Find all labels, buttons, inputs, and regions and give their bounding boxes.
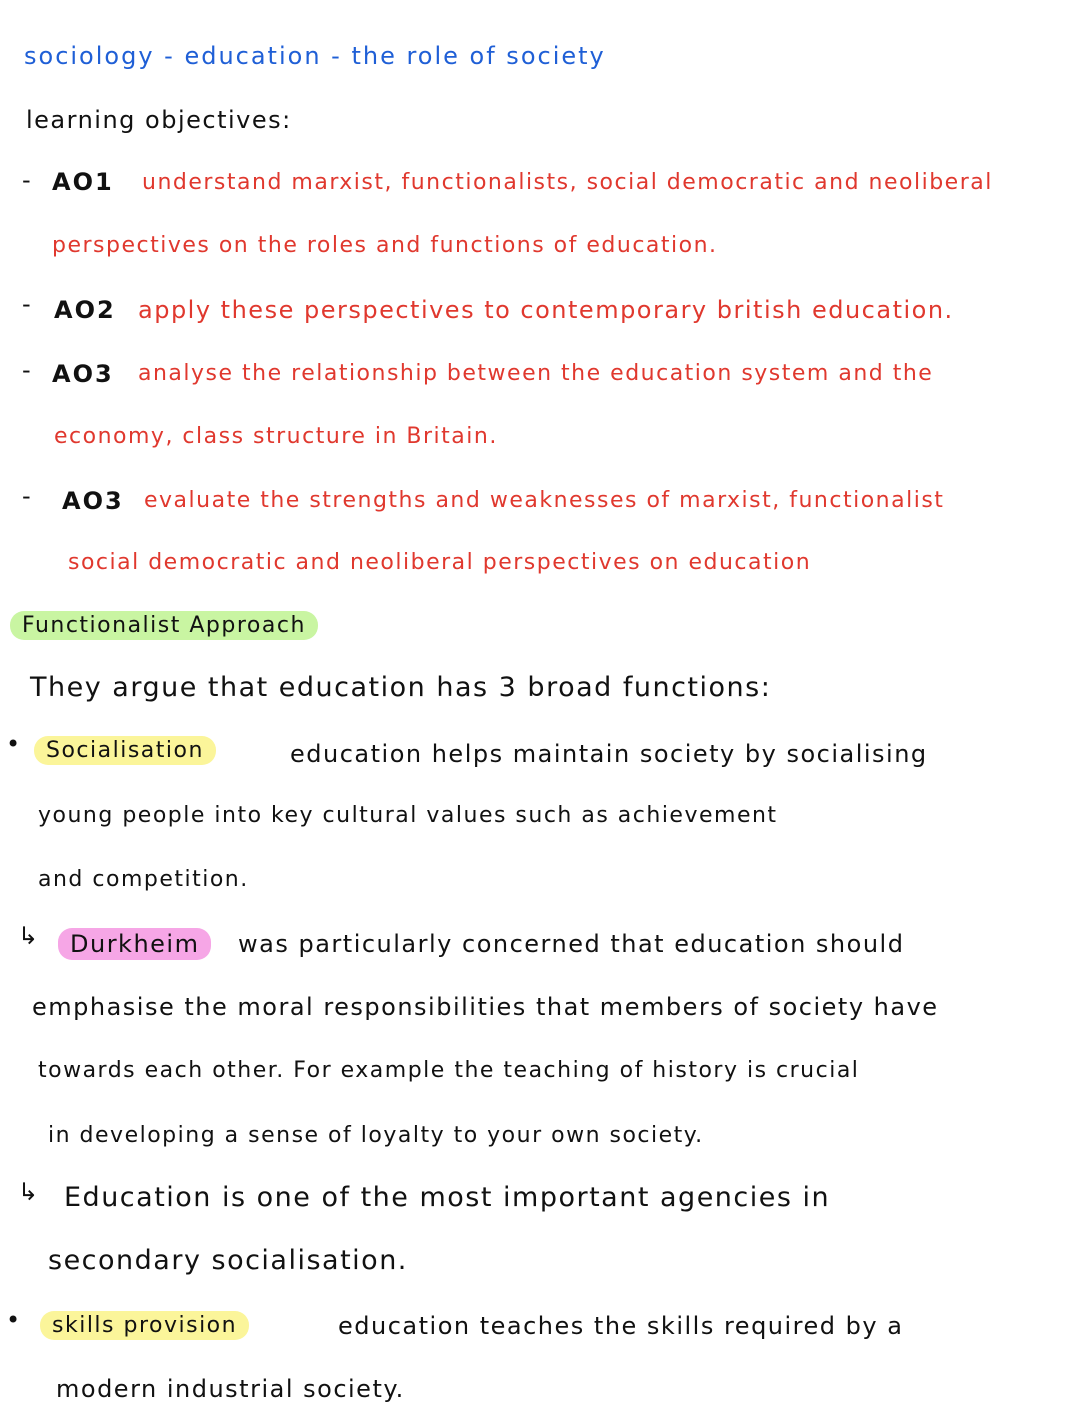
bullet-point: •	[6, 730, 21, 758]
objective-text: perspectives on the roles and functions of education.	[52, 233, 718, 258]
dash-bullet: -	[22, 166, 31, 194]
objective-code: AO2	[54, 296, 116, 324]
body-text: young people into key cultural values such as achievement	[38, 803, 778, 828]
body-text: was particularly concerned that education should	[238, 930, 905, 958]
highlight-socialisation: Socialisation	[34, 736, 216, 765]
body-text: education helps maintain society by socialising	[290, 740, 928, 768]
body-text: Education is one of the most important agencies in	[64, 1182, 831, 1213]
body-text: towards each other. For example the teaching of history is crucial	[38, 1058, 860, 1083]
bullet-point: •	[6, 1306, 21, 1334]
body-text: secondary socialisation.	[48, 1245, 408, 1276]
objective-text: understand marxist, functionalists, social democratic and neoliberal	[142, 170, 993, 195]
objective-code: AO1	[52, 168, 114, 196]
body-text: and competition.	[38, 867, 249, 892]
arrow-icon: ↳	[18, 1178, 39, 1206]
intro-text: They argue that education has 3 broad functions:	[30, 672, 772, 703]
objective-text: apply these perspectives to contemporary british education.	[138, 296, 954, 324]
body-text: education teaches the skills required by a	[338, 1312, 904, 1340]
objective-text: economy, class structure in Britain.	[54, 424, 498, 449]
highlight-durkheim: Durkheim	[58, 928, 211, 960]
objective-text: social democratic and neoliberal perspectives on education	[68, 550, 812, 575]
objective-text: evaluate the strengths and weaknesses of marxist, functionalist	[144, 488, 945, 513]
dash-bullet: -	[22, 482, 31, 510]
arrow-icon: ↳	[18, 922, 39, 950]
objective-text: analyse the relationship between the education system and the	[138, 361, 934, 386]
objective-code: AO3	[62, 487, 124, 515]
objectives-heading: learning objectives:	[26, 106, 292, 134]
highlight-skills-provision: skills provision	[40, 1311, 249, 1340]
objective-code: AO3	[52, 360, 114, 388]
dash-bullet: -	[22, 356, 31, 384]
page-title: sociology - education - the role of society	[24, 42, 606, 70]
dash-bullet: -	[22, 290, 31, 318]
section-heading: Functionalist Approach	[10, 611, 318, 640]
body-text: in developing a sense of loyalty to your own society.	[48, 1123, 704, 1148]
body-text: modern industrial society.	[56, 1375, 405, 1403]
body-text: emphasise the moral responsibilities that members of society have	[32, 993, 939, 1021]
